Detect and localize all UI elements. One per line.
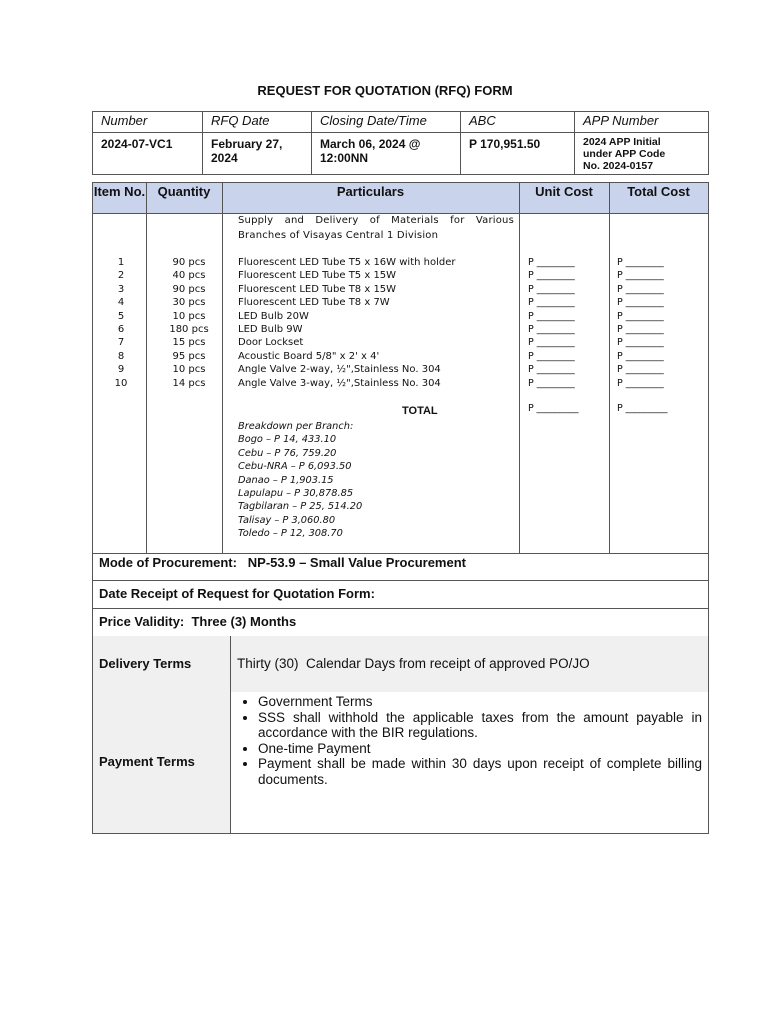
unit-cost-blank: P ________ xyxy=(528,337,575,349)
col-particulars: Particulars xyxy=(336,184,405,199)
particulars-column xyxy=(238,256,455,390)
app-number-cell xyxy=(574,112,708,174)
payment-term-item: • Payment shall be made within 30 days upon receipt of complete billing documents. xyxy=(258,756,702,787)
item-quantity: 90 pcs xyxy=(172,257,206,268)
app-number-line-1: 2024 APP Initial xyxy=(583,136,661,148)
total-cost-blank: P ________ xyxy=(617,283,664,295)
price-validity-row xyxy=(92,608,709,637)
breakdown-entry: Danao – P 1,903.15 xyxy=(238,474,334,486)
unit-cost-column xyxy=(528,256,575,390)
item-description: Fluorescent LED Tube T5 x 16W with holder xyxy=(238,257,456,268)
col-divider xyxy=(519,183,520,553)
breakdown-entry: Tagbilaran – P 25, 514.20 xyxy=(238,501,363,513)
item-numbers-column xyxy=(114,256,128,390)
number-cell xyxy=(93,112,202,174)
app-number-line-2: under APP Code xyxy=(583,148,666,160)
payment-term-item: • Government Terms xyxy=(258,694,702,710)
item-description: Fluorescent LED Tube T5 x 15W xyxy=(238,270,397,282)
col-quantity: Quantity xyxy=(157,184,211,199)
payment-terms-list-cell xyxy=(231,692,708,833)
form-title: REQUEST FOR QUOTATION (RFQ) FORM xyxy=(257,83,513,98)
payment-term-item: • One-time Payment xyxy=(258,741,702,757)
date-receipt-label: Date Receipt of Request for Quotation Form: xyxy=(99,586,375,601)
item-no: 3 xyxy=(117,283,125,295)
item-quantity: 90 pcs xyxy=(172,283,206,295)
breakdown-entry: Lapulapu – P 30,878.85 xyxy=(238,488,354,500)
payment-term-item: • SSS shall withhold the applicable taxes from the amount payable in accordance with the BIR regulations. xyxy=(258,710,702,741)
total-cost-blank: P ________ xyxy=(617,297,664,309)
app-number-line-3: No. 2024-0157 xyxy=(583,160,654,172)
col-unit-cost: Unit Cost xyxy=(535,184,593,199)
branch-breakdown xyxy=(238,420,362,541)
total-cost-blank-sum: P _________ xyxy=(617,403,668,414)
payment-terms-row xyxy=(92,692,709,834)
item-description: Angle Valve 2-way, ½",Stainless No. 304 xyxy=(238,364,441,376)
rfq-date-value: February 27, 2024 xyxy=(211,137,283,165)
unit-cost-blank: P ________ xyxy=(528,257,575,268)
total-label: TOTAL xyxy=(402,405,438,417)
total-cost-blank: P ________ xyxy=(617,377,664,389)
item-no: 2 xyxy=(117,270,125,282)
breakdown-entry: Toledo – P 12, 308.70 xyxy=(238,528,343,540)
rfq-date-cell xyxy=(202,112,311,174)
closing-label: Closing Date/Time xyxy=(312,112,460,133)
item-no: 10 xyxy=(114,377,128,389)
col-divider xyxy=(609,183,610,553)
col-item-no: Item No. xyxy=(93,184,146,199)
item-no: 7 xyxy=(117,337,125,349)
unit-cost-blank: P ________ xyxy=(528,283,575,295)
col-total-cost: Total Cost xyxy=(627,184,690,199)
item-no: 5 xyxy=(117,310,125,322)
closing-value-line-1: March 06, 2024 @ xyxy=(320,137,421,151)
item-quantity: 30 pcs xyxy=(172,297,206,309)
total-cost-blank: P ________ xyxy=(617,350,664,362)
unit-cost-blank: P ________ xyxy=(528,324,575,336)
mode-of-procurement: Mode of Procurement: NP-53.9 – Small Value Procurement xyxy=(99,555,466,570)
item-description: Angle Valve 3-way, ½",Stainless No. 304 xyxy=(238,377,441,389)
abc-label: ABC xyxy=(461,112,574,133)
col-divider xyxy=(222,183,223,553)
number-label: Number xyxy=(93,112,202,133)
unit-cost-blank: P ________ xyxy=(528,270,575,282)
item-description: Door Lockset xyxy=(238,337,304,349)
total-cost-blank: P ________ xyxy=(617,364,664,376)
delivery-terms-row xyxy=(92,636,709,693)
abc-value: P 170,951.50 xyxy=(469,137,541,151)
mode-of-procurement-row xyxy=(92,553,709,581)
payment-terms-list xyxy=(237,694,702,787)
item-no: 8 xyxy=(117,350,125,362)
unit-cost-blank: P ________ xyxy=(528,310,575,322)
item-quantity: 10 pcs xyxy=(172,364,206,376)
date-receipt-row xyxy=(92,580,709,609)
total-cost-blank: P ________ xyxy=(617,270,664,282)
rfq-header-table xyxy=(92,111,709,175)
app-number-label: APP Number xyxy=(575,112,708,133)
number-value: 2024-07-VC1 xyxy=(101,137,173,151)
breakdown-entry: Cebu – P 76, 759.20 xyxy=(238,447,337,459)
item-quantity: 40 pcs xyxy=(172,270,206,282)
quantity-column xyxy=(160,256,218,390)
total-unit-blank: P _________ xyxy=(528,403,579,414)
delivery-terms-value: Thirty (30) Calendar Days from receipt of approved PO/JO xyxy=(231,636,708,692)
total-cost-column xyxy=(617,256,664,390)
item-description: LED Bulb 9W xyxy=(238,324,303,336)
item-description: Acoustic Board 5/8" x 2' x 4' xyxy=(238,350,380,362)
breakdown-entry: Bogo – P 14, 433.10 xyxy=(238,434,337,446)
total-cost-blank: P ________ xyxy=(617,324,664,336)
total-cost-blank: P ________ xyxy=(617,257,664,268)
item-quantity: 15 pcs xyxy=(172,337,206,349)
item-no: 4 xyxy=(117,297,125,309)
particulars-intro: Supply and Delivery of Materials for Various Branches of Visayas Central 1 Division xyxy=(238,215,514,241)
item-quantity: 180 pcs xyxy=(169,324,209,336)
closing-value-line-2: 12:00NN xyxy=(320,151,369,165)
breakdown-entry: Talisay – P 3,060.80 xyxy=(238,514,336,526)
item-quantity: 95 pcs xyxy=(172,350,206,362)
item-description: LED Bulb 20W xyxy=(238,310,309,322)
total-cost-blank: P ________ xyxy=(617,337,664,349)
item-quantity: 10 pcs xyxy=(172,310,206,322)
breakdown-title: Breakdown per Branch: xyxy=(238,421,354,432)
item-no: 1 xyxy=(117,257,125,268)
closing-cell xyxy=(311,112,460,174)
item-description: Fluorescent LED Tube T8 x 15W xyxy=(238,283,397,295)
breakdown-entry: Cebu-NRA – P 6,093.50 xyxy=(238,461,352,473)
item-description: Fluorescent LED Tube T8 x 7W xyxy=(238,297,390,309)
rfq-date-label: RFQ Date xyxy=(203,112,311,133)
unit-cost-blank: P ________ xyxy=(528,377,575,389)
item-no: 9 xyxy=(117,364,125,376)
payment-terms-label: Payment Terms xyxy=(93,692,231,833)
delivery-terms-label: Delivery Terms xyxy=(93,636,231,692)
price-validity: Price Validity: Three (3) Months xyxy=(99,614,297,629)
item-quantity: 14 pcs xyxy=(172,377,206,389)
abc-cell xyxy=(460,112,574,174)
item-no: 6 xyxy=(117,324,125,336)
items-table-header xyxy=(93,183,708,214)
unit-cost-blank: P ________ xyxy=(528,350,575,362)
total-cost-blank: P ________ xyxy=(617,310,664,322)
col-divider xyxy=(146,183,147,553)
unit-cost-blank: P ________ xyxy=(528,297,575,309)
unit-cost-blank: P ________ xyxy=(528,364,575,376)
